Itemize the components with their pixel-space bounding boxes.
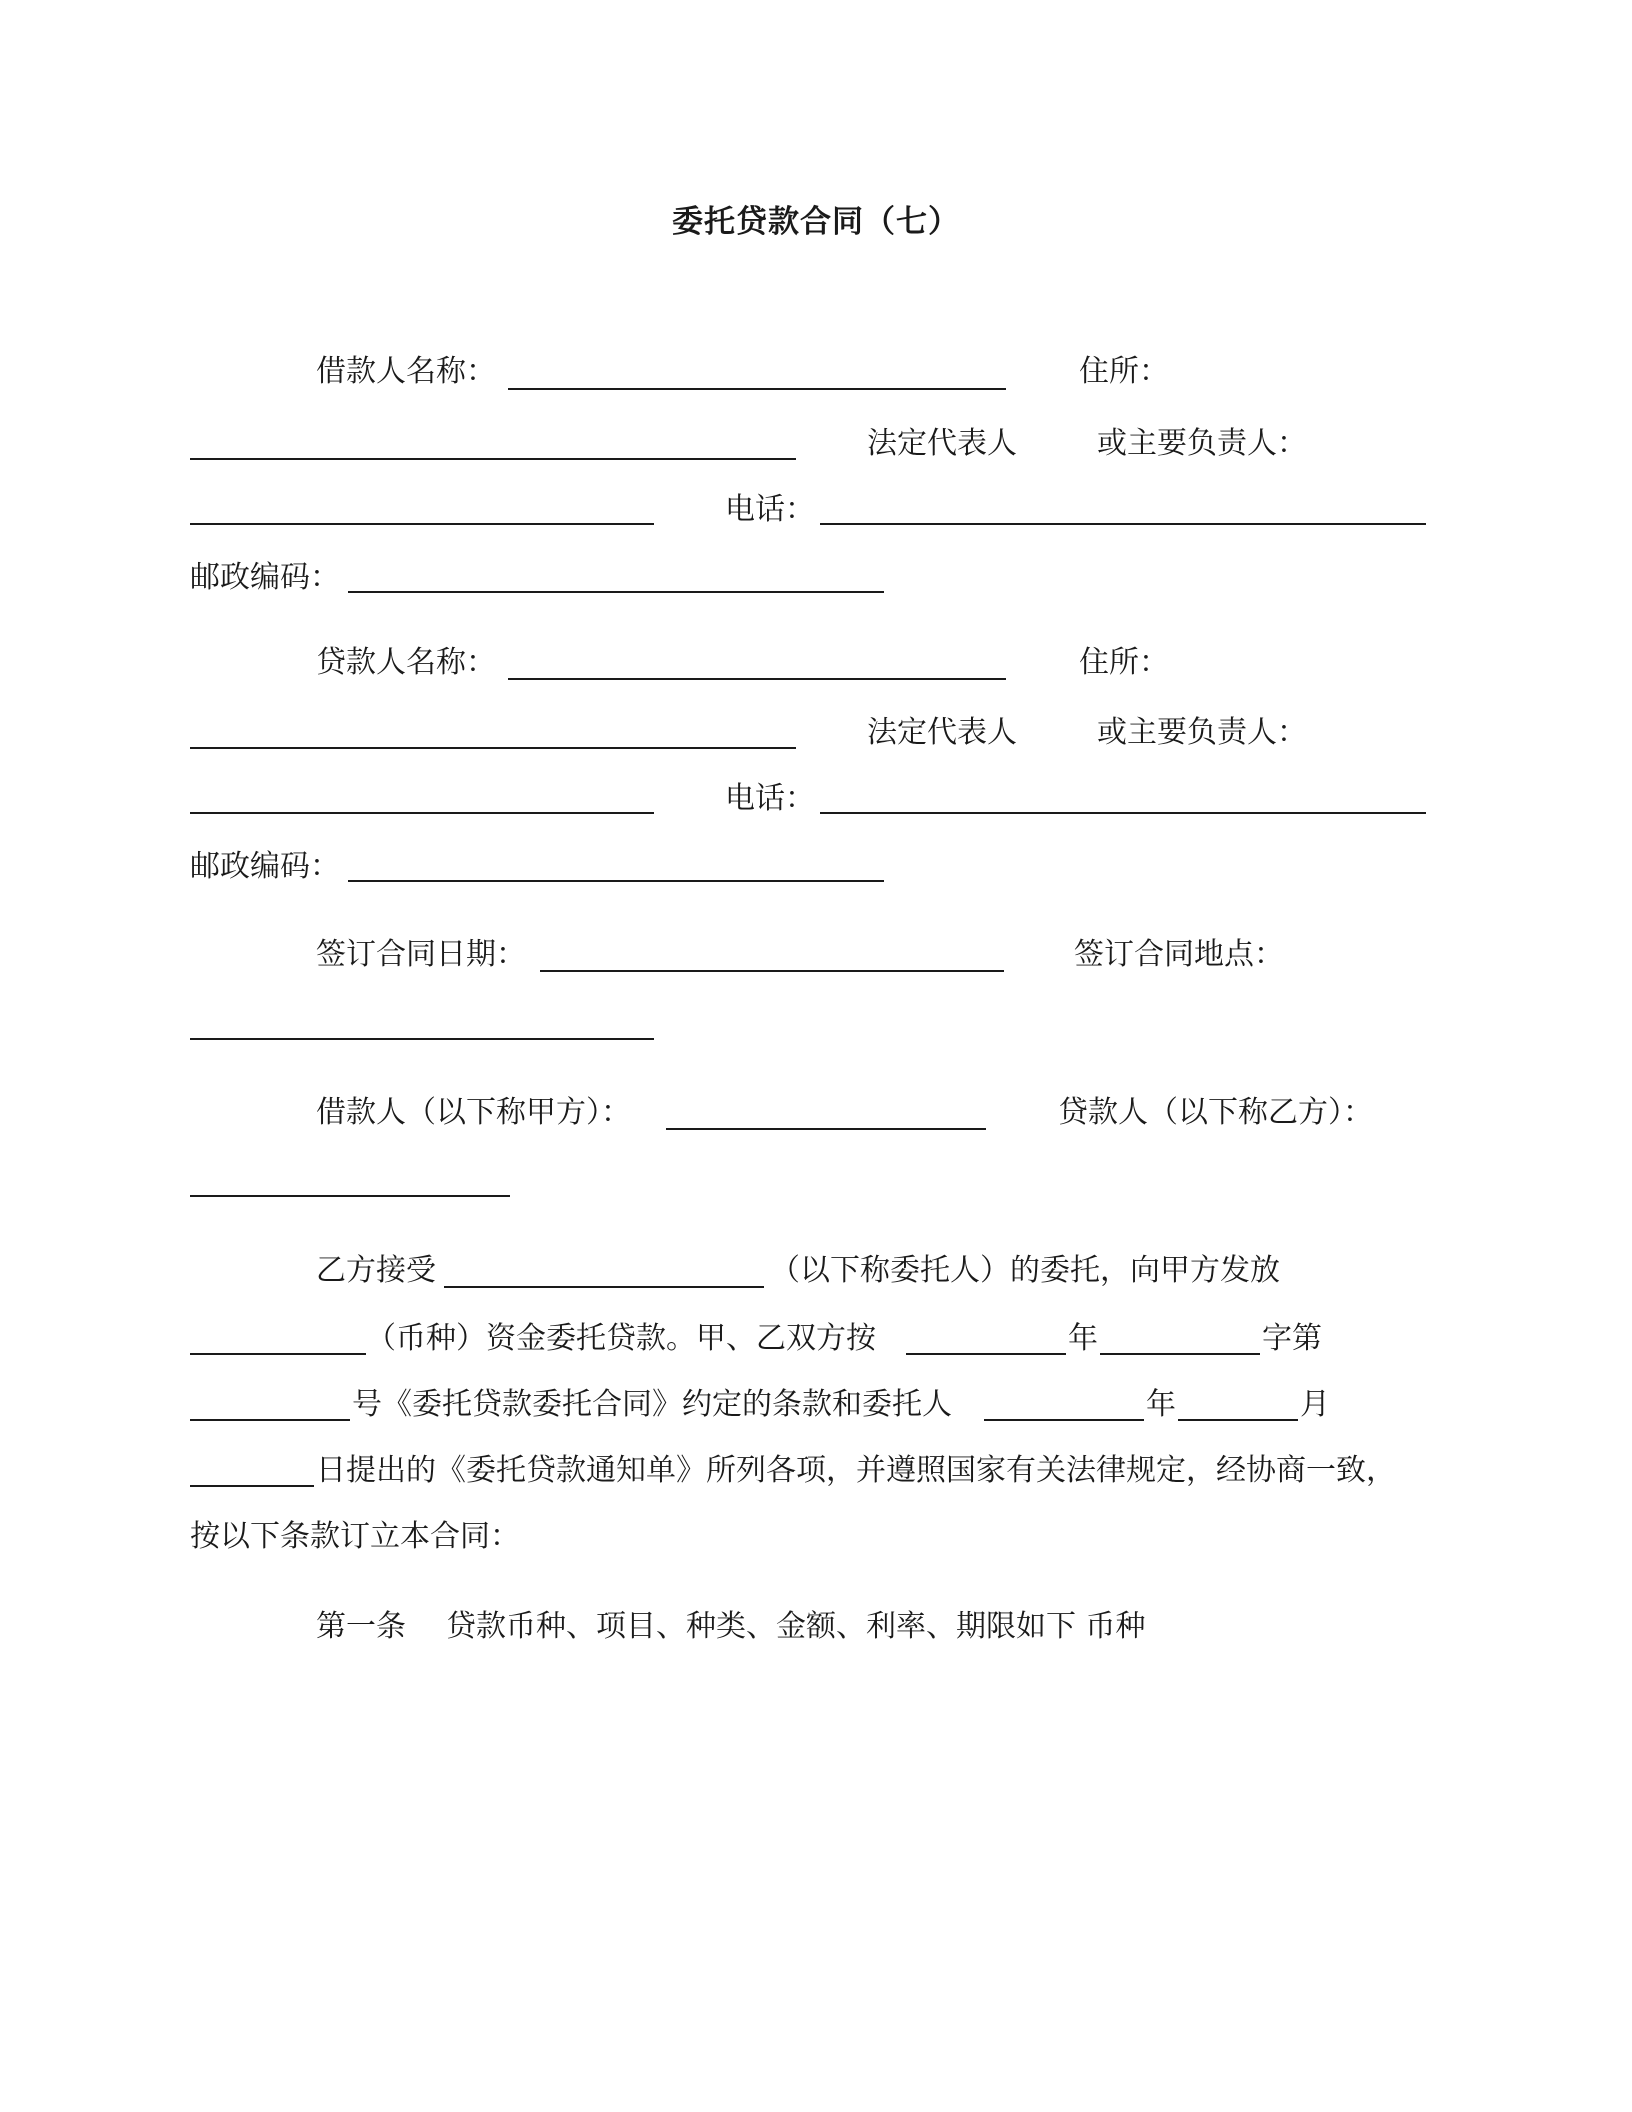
borrower-name-label: 借款人名称： — [316, 354, 496, 389]
body-text-6: 号《委托贷款委托合同》约定的条款和委托人 — [352, 1387, 952, 1422]
body-text-8: 月 — [1300, 1387, 1330, 1422]
lender-legal-rep-label: 法定代表人 — [867, 715, 1017, 750]
document-title: 委托贷款合同（七） — [672, 204, 960, 240]
borrower-phone-blank[interactable] — [820, 523, 1426, 525]
lender-postal-blank[interactable] — [348, 880, 884, 882]
party-b-blank[interactable] — [190, 1195, 510, 1197]
currency-blank[interactable] — [190, 1353, 366, 1355]
body-text-2: （以下称委托人）的委托，向甲方发放 — [770, 1253, 1280, 1288]
body-text-7: 年 — [1146, 1387, 1176, 1422]
signing-date-blank[interactable] — [540, 970, 1004, 972]
borrower-legal-rep-label: 法定代表人 — [867, 426, 1017, 461]
lender-name-blank[interactable] — [508, 678, 1006, 680]
entrustor-blank[interactable] — [444, 1286, 764, 1288]
borrower-principal-label: 或主要负责人： — [1097, 426, 1307, 461]
contract-number-blank[interactable] — [190, 1419, 350, 1421]
borrower-address-label: 住所： — [1079, 354, 1169, 389]
contract-year-blank[interactable] — [906, 1353, 1066, 1355]
borrower-name-blank[interactable] — [508, 388, 1006, 390]
lender-name-label: 贷款人名称： — [316, 645, 496, 680]
contract-word-blank[interactable] — [1100, 1353, 1260, 1355]
article1-number: 第一条 — [316, 1609, 406, 1644]
notice-day-blank[interactable] — [190, 1485, 314, 1487]
borrower-address-blank[interactable] — [190, 458, 796, 460]
borrower-postal-blank[interactable] — [348, 591, 884, 593]
lender-phone-label: 电话： — [725, 781, 815, 816]
body-text-10: 按以下条款订立本合同： — [190, 1519, 520, 1554]
lender-principal-label: 或主要负责人： — [1097, 715, 1307, 750]
party-a-label: 借款人（以下称甲方）： — [316, 1095, 631, 1130]
lender-address-blank[interactable] — [190, 747, 796, 749]
body-text-9: 日提出的《委托贷款通知单》所列各项，并遵照国家有关法律规定，经协商一致， — [316, 1453, 1396, 1488]
borrower-principal-blank[interactable] — [190, 523, 654, 525]
borrower-postal-label: 邮政编码： — [190, 560, 340, 595]
notice-month-blank[interactable] — [1178, 1419, 1298, 1421]
lender-principal-blank[interactable] — [190, 812, 654, 814]
party-a-blank[interactable] — [666, 1128, 986, 1130]
notice-year-blank[interactable] — [984, 1419, 1144, 1421]
signing-place-blank[interactable] — [190, 1038, 654, 1040]
lender-address-label: 住所： — [1079, 645, 1169, 680]
signing-place-label: 签订合同地点： — [1074, 937, 1284, 972]
article1-text: 贷款币种、项目、种类、金额、利率、期限如下 币种 — [446, 1609, 1146, 1644]
body-text-5: 字第 — [1262, 1321, 1322, 1356]
body-text-4: 年 — [1068, 1321, 1098, 1356]
lender-postal-label: 邮政编码： — [190, 849, 340, 884]
borrower-phone-label: 电话： — [725, 492, 815, 527]
party-b-label: 贷款人（以下称乙方）： — [1058, 1095, 1373, 1130]
body-text-3: （币种）资金委托贷款。甲、乙双方按 — [366, 1321, 876, 1356]
lender-phone-blank[interactable] — [820, 812, 1426, 814]
body-text-1: 乙方接受 — [316, 1253, 436, 1288]
signing-date-label: 签订合同日期： — [316, 937, 526, 972]
